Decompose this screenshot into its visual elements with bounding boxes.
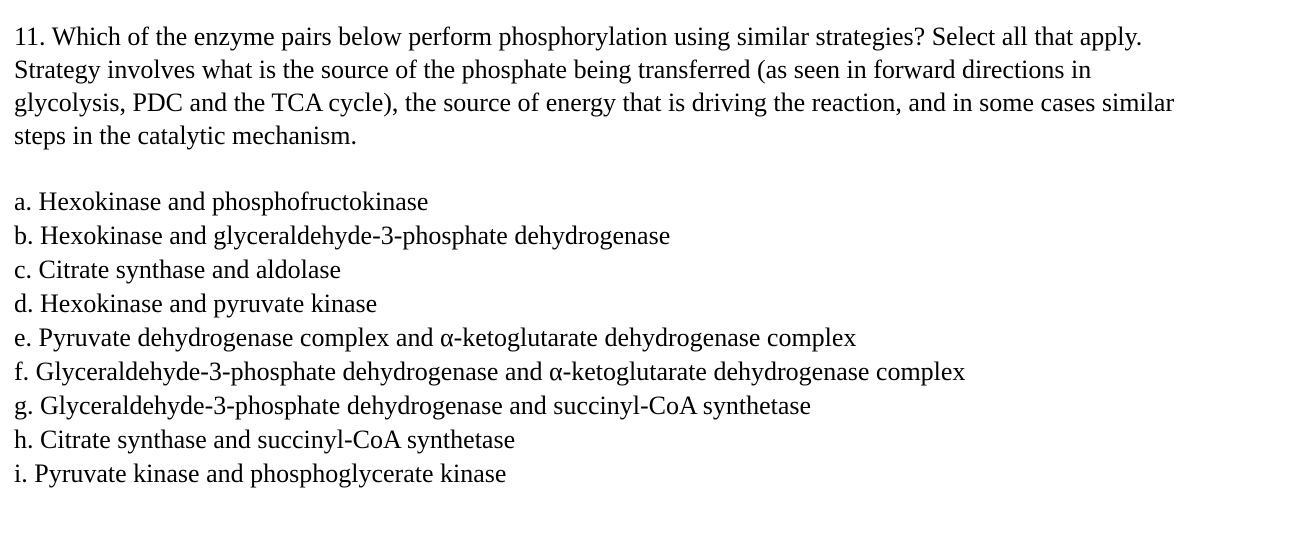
option-text: Citrate synthase and succinyl-CoA synthetase: [40, 425, 516, 454]
option-text: Hexokinase and phosphofructokinase: [38, 187, 429, 216]
option-letter: e.: [14, 323, 33, 352]
option-letter: i.: [14, 459, 28, 488]
answer-option-i: [14, 457, 1314, 491]
question-line: 11. Which of the enzyme pairs below perform phosphorylation using similar strategies? Select all that apply.: [14, 22, 1143, 51]
answer-option-f: [14, 355, 1314, 389]
option-letter: b.: [14, 221, 34, 250]
answer-option-c: [14, 253, 1314, 287]
option-letter: a.: [14, 187, 33, 216]
option-text: Pyruvate dehydrogenase complex and α-ketoglutarate dehydrogenase complex: [38, 323, 857, 352]
question-document: [14, 20, 1314, 491]
answer-option-h: [14, 423, 1314, 457]
answer-option-d: [14, 287, 1314, 321]
option-letter: d.: [14, 289, 34, 318]
option-letter: h.: [14, 425, 34, 454]
question-line: steps in the catalytic mechanism.: [14, 121, 357, 150]
answer-options-list: [14, 185, 1314, 491]
answer-option-e: [14, 321, 1314, 355]
answer-option-g: [14, 389, 1314, 423]
option-text: Glyceraldehyde-3-phosphate dehydrogenase and succinyl-CoA synthetase: [40, 391, 812, 420]
option-letter: f.: [14, 357, 30, 386]
answer-option-a: [14, 185, 1314, 219]
option-text: Pyruvate kinase and phosphoglycerate kinase: [34, 459, 507, 488]
option-text: Hexokinase and glyceraldehyde-3-phosphate dehydrogenase: [40, 221, 671, 250]
option-letter: c.: [14, 255, 33, 284]
option-text: Hexokinase and pyruvate kinase: [40, 289, 378, 318]
question-line: Strategy involves what is the source of the phosphate being transferred (as seen in forward directions in: [14, 55, 1092, 84]
question-line: glycolysis, PDC and the TCA cycle), the source of energy that is driving the reaction, and in some cases similar: [14, 88, 1175, 117]
option-text: Citrate synthase and aldolase: [38, 255, 342, 284]
answer-option-b: [14, 219, 1314, 253]
option-text: Glyceraldehyde-3-phosphate dehydrogenase and α-ketoglutarate dehydrogenase complex: [35, 357, 966, 386]
option-letter: g.: [14, 391, 34, 420]
question-text: [14, 20, 1314, 152]
